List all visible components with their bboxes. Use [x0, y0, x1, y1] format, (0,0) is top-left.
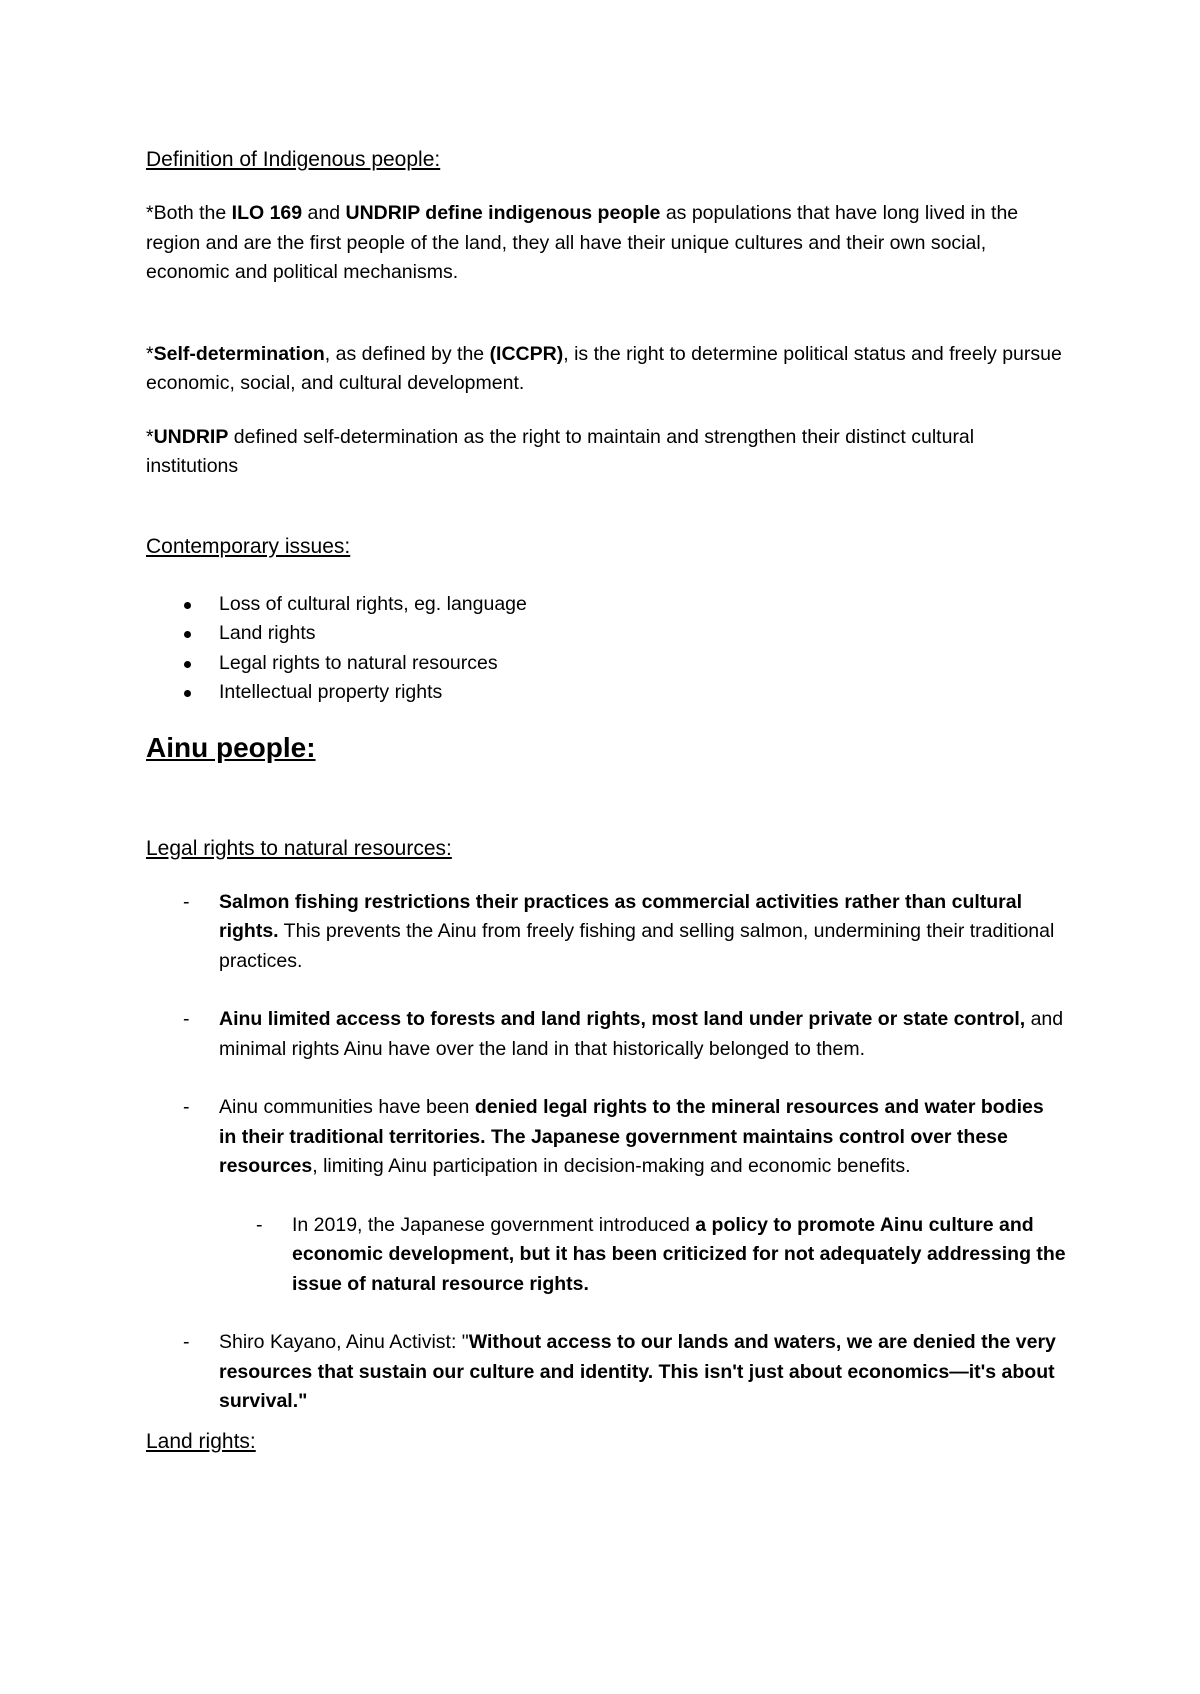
bold-run: Ainu limited access to forests and land rights, most land under private or state control,	[219, 1008, 1026, 1030]
dash-marker: -	[256, 1213, 263, 1236]
dash-list-item	[146, 1328, 1066, 1417]
definition-paragraph-ilo	[146, 199, 1066, 288]
list-item-text: Legal rights to natural resources	[219, 651, 498, 674]
dash-list-item	[146, 888, 1066, 977]
text-run: Ainu communities have been	[219, 1096, 475, 1118]
dash-list-item	[146, 1005, 1066, 1064]
list-item	[146, 590, 1066, 620]
bold-run: Salmon fishing restrictions their practices as commercial activities rather than cultural rights.	[219, 890, 1023, 942]
text-run: as populations that have long lived in the region and are the first people of the land, they all have their unique cultures and their own social, economic and political mechanisms.	[146, 202, 1019, 283]
text-run: Shiro Kayano, Ainu Activist: "	[219, 1331, 469, 1353]
bullet-icon	[184, 690, 191, 697]
dash-marker: -	[183, 1008, 190, 1030]
text-run: , is the right to determine political status and freely pursue economic, social, and cultural development.	[146, 342, 1062, 394]
text-run: *	[146, 425, 154, 448]
text-run: and	[302, 202, 346, 224]
bold-run: Self-determination	[153, 342, 325, 365]
list-item	[146, 619, 1066, 649]
bold-run: (ICCPR)	[489, 342, 564, 365]
undrip-paragraph	[146, 423, 1066, 482]
text-run: *Both the	[146, 202, 232, 224]
dash-marker: -	[183, 890, 190, 913]
list-item-text: Intellectual property rights	[219, 681, 443, 703]
bullet-icon	[184, 602, 191, 609]
contemporary-issues-heading: Contemporary issues:	[146, 534, 351, 558]
definition-heading: Definition of Indigenous people:	[146, 148, 441, 171]
list-item	[146, 649, 1066, 679]
dash-list-item	[146, 1093, 1066, 1182]
nested-dash-list-item	[146, 1211, 1066, 1300]
text-run: defined self-determination as the right to maintain and strengthen their distinct cultural institutions	[146, 425, 975, 477]
bold-run: Without access to our lands and waters, we are denied the very resources that sustain our culture and identity. This isn't just about economics—it's about survival."	[219, 1331, 1056, 1412]
text-run: *	[146, 342, 154, 365]
bold-run: ILO 169	[231, 202, 303, 224]
contemporary-issues-list	[146, 590, 1066, 708]
bold-run: UNDRIP	[153, 425, 229, 448]
bold-run: UNDRIP define indigenous people	[345, 202, 661, 224]
text-run: and minimal rights Ainu have over the land in that historically belonged to them.	[219, 1008, 1064, 1060]
text-run: In 2019, the Japanese government introduced	[292, 1213, 696, 1236]
document-body	[146, 145, 1066, 1457]
legal-rights-heading: Legal rights to natural resources:	[146, 836, 452, 860]
land-rights-heading: Land rights:	[146, 1429, 256, 1453]
ainu-people-title: Ainu people:	[146, 731, 316, 763]
bold-run: denied legal rights to the mineral resources and water bodies in their traditional territories. The Japanese government maintains control over these resources	[219, 1096, 1044, 1177]
list-item-text: Loss of cultural rights, eg. language	[219, 592, 527, 615]
list-item-text: Land rights	[219, 622, 316, 644]
text-run: , as defined by the	[324, 342, 490, 365]
dash-marker: -	[183, 1096, 190, 1118]
self-determination-paragraph	[146, 340, 1066, 399]
bold-run: a policy to promote Ainu culture and economic development, but it has been criticized for not adequately addressing the issue of natural resource rights.	[292, 1213, 1066, 1295]
bullet-icon	[184, 631, 191, 638]
text-run: This prevents the Ainu from freely fishing and selling salmon, undermining their traditional practices.	[219, 920, 1055, 972]
bullet-icon	[184, 661, 191, 668]
text-run: , limiting Ainu participation in decision-making and economic benefits.	[312, 1155, 911, 1177]
list-item	[146, 678, 1066, 708]
dash-marker: -	[183, 1331, 190, 1353]
